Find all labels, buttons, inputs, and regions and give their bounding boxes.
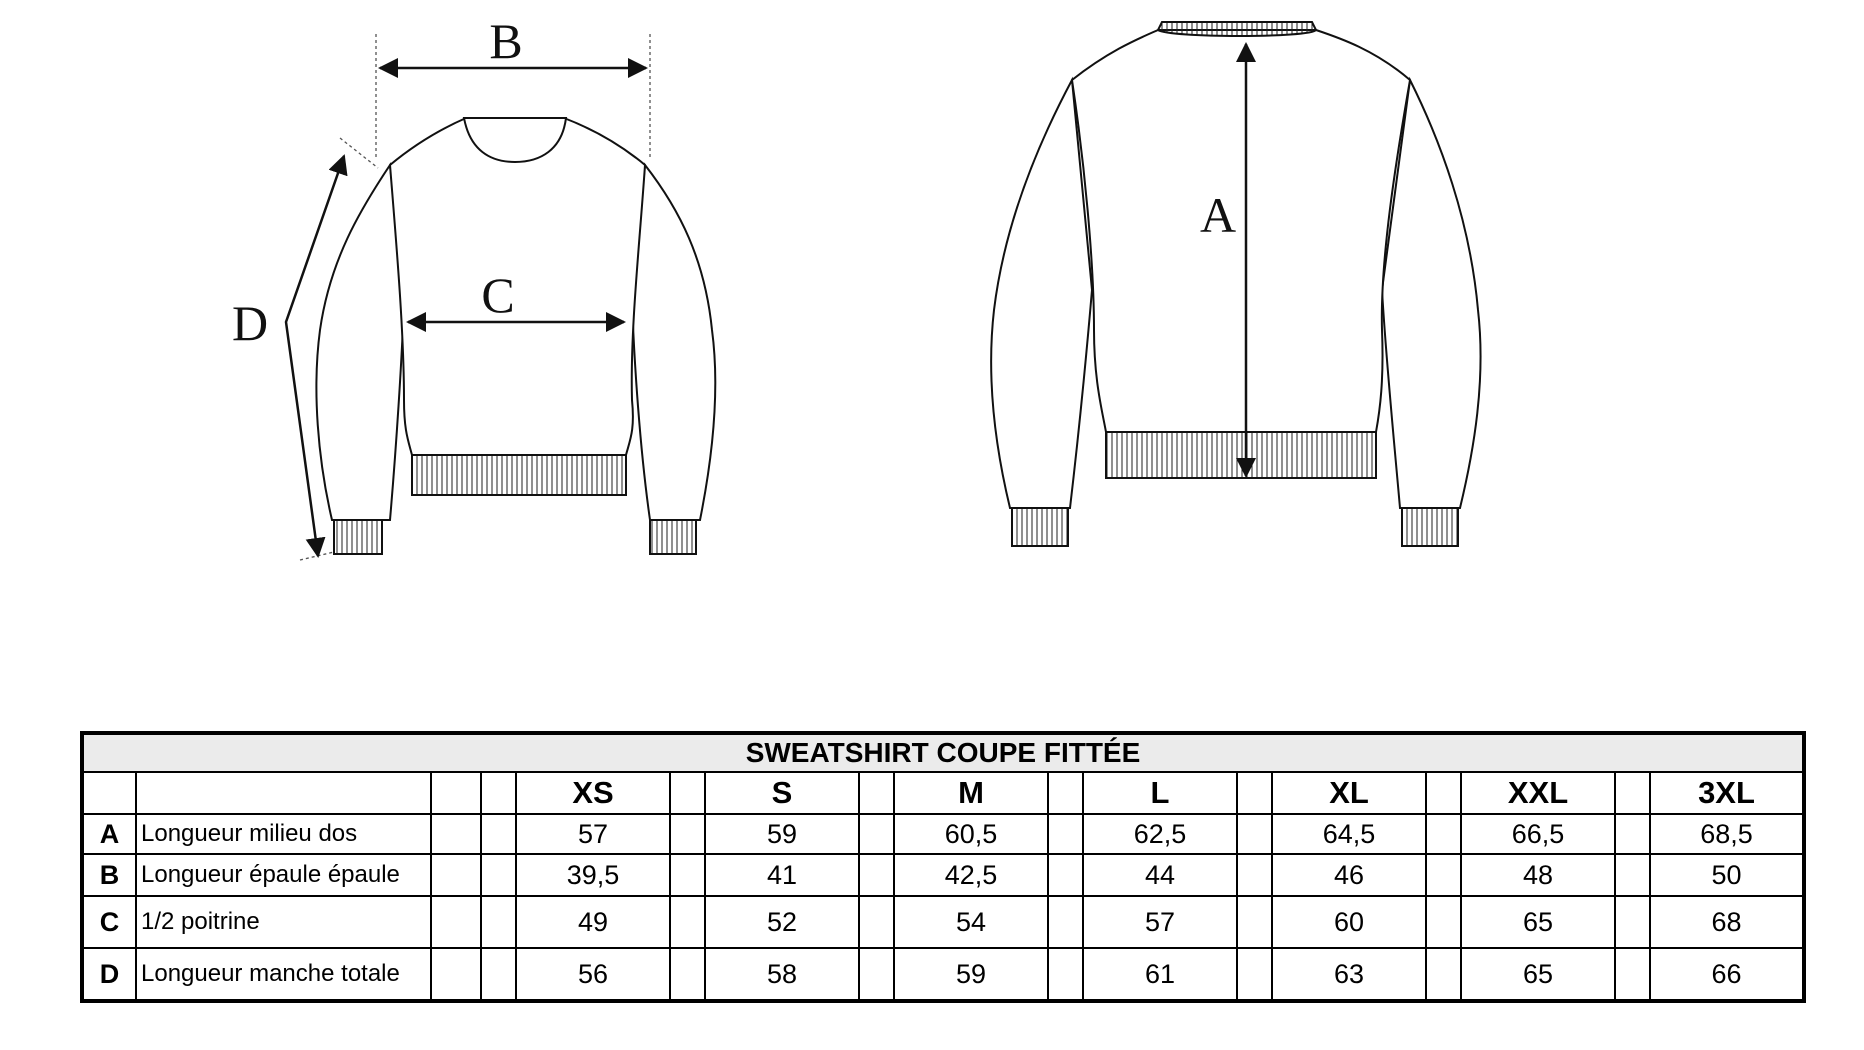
spacer-cell xyxy=(481,896,516,948)
spacer-cell xyxy=(431,948,481,1001)
front-left-sleeve xyxy=(316,165,404,520)
header-spacer-cell xyxy=(431,772,481,814)
size-header: XXL xyxy=(1461,772,1615,814)
spacer-cell xyxy=(1426,948,1461,1001)
dimension-d-label: D xyxy=(231,295,269,351)
spacer-cell xyxy=(1426,896,1461,948)
row-label: Longueur milieu dos xyxy=(136,814,431,854)
value-cell: 57 xyxy=(1083,896,1237,948)
row-letter: A xyxy=(82,814,136,854)
header-spacer-cell xyxy=(859,772,894,814)
value-cell: 66,5 xyxy=(1461,814,1615,854)
size-header: M xyxy=(894,772,1048,814)
value-cell: 65 xyxy=(1461,896,1615,948)
front-right-cuff xyxy=(650,520,696,554)
row-letter: C xyxy=(82,896,136,948)
front-left-cuff xyxy=(334,520,382,554)
value-cell: 57 xyxy=(516,814,670,854)
spacer-cell xyxy=(670,814,705,854)
back-left-cuff xyxy=(1012,508,1068,546)
value-cell: 41 xyxy=(705,854,859,896)
spacer-cell xyxy=(1615,814,1650,854)
value-cell: 59 xyxy=(894,948,1048,1001)
row-letter: D xyxy=(82,948,136,1001)
table-row xyxy=(82,814,1804,854)
value-cell: 46 xyxy=(1272,854,1426,896)
value-cell: 60,5 xyxy=(894,814,1048,854)
spacer-cell xyxy=(1048,896,1083,948)
value-cell: 50 xyxy=(1650,854,1804,896)
spacer-cell xyxy=(1426,854,1461,896)
value-cell: 58 xyxy=(705,948,859,1001)
back-view-sweatshirt xyxy=(991,22,1480,546)
spacer-cell xyxy=(1426,814,1461,854)
value-cell: 39,5 xyxy=(516,854,670,896)
header-empty-cell xyxy=(136,772,431,814)
table-title: SWEATSHIRT COUPE FITTÉE xyxy=(82,733,1804,772)
front-hem-band xyxy=(412,455,626,495)
value-cell: 65 xyxy=(1461,948,1615,1001)
value-cell: 61 xyxy=(1083,948,1237,1001)
spacer-cell xyxy=(859,854,894,896)
back-body xyxy=(1072,30,1410,432)
table-row xyxy=(82,854,1804,896)
size-chart-table xyxy=(80,731,1806,1003)
value-cell: 44 xyxy=(1083,854,1237,896)
spacer-cell xyxy=(859,814,894,854)
spacer-cell xyxy=(1048,814,1083,854)
value-cell: 62,5 xyxy=(1083,814,1237,854)
row-label: Longueur manche totale xyxy=(136,948,431,1001)
back-right-cuff xyxy=(1402,508,1458,546)
spacer-cell xyxy=(670,854,705,896)
spacer-cell xyxy=(1237,948,1272,1001)
spacer-cell xyxy=(431,854,481,896)
size-header: L xyxy=(1083,772,1237,814)
dimension-a-label: A xyxy=(1199,187,1237,243)
spacer-cell xyxy=(859,948,894,1001)
spacer-cell xyxy=(481,854,516,896)
header-empty-cell xyxy=(82,772,136,814)
spacer-cell xyxy=(1615,854,1650,896)
front-body xyxy=(390,118,645,455)
spacer-cell xyxy=(481,948,516,1001)
value-cell: 52 xyxy=(705,896,859,948)
value-cell: 48 xyxy=(1461,854,1615,896)
value-cell: 54 xyxy=(894,896,1048,948)
value-cell: 59 xyxy=(705,814,859,854)
spacer-cell xyxy=(1048,854,1083,896)
value-cell: 68 xyxy=(1650,896,1804,948)
spacer-cell xyxy=(670,948,705,1001)
value-cell: 66 xyxy=(1650,948,1804,1001)
spacer-cell xyxy=(1615,896,1650,948)
spacer-cell xyxy=(431,814,481,854)
value-cell: 64,5 xyxy=(1272,814,1426,854)
size-header: XL xyxy=(1272,772,1426,814)
spacer-cell xyxy=(670,896,705,948)
value-cell: 60 xyxy=(1272,896,1426,948)
header-spacer-cell xyxy=(1426,772,1461,814)
row-label: Longueur épaule épaule xyxy=(136,854,431,896)
value-cell: 42,5 xyxy=(894,854,1048,896)
table-row xyxy=(82,948,1804,1001)
row-label: 1/2 poitrine xyxy=(136,896,431,948)
header-spacer-cell xyxy=(1048,772,1083,814)
row-letter: B xyxy=(82,854,136,896)
size-header: XS xyxy=(516,772,670,814)
value-cell: 68,5 xyxy=(1650,814,1804,854)
spacer-cell xyxy=(1237,854,1272,896)
spacer-cell xyxy=(431,896,481,948)
spacer-cell xyxy=(1237,814,1272,854)
dimension-c-label: C xyxy=(481,267,515,323)
size-header-row xyxy=(82,772,1804,814)
back-collar xyxy=(1158,22,1316,36)
spacer-cell xyxy=(859,896,894,948)
spacer-cell xyxy=(481,814,516,854)
value-cell: 56 xyxy=(516,948,670,1001)
header-spacer-cell xyxy=(1237,772,1272,814)
header-spacer-cell xyxy=(1615,772,1650,814)
back-left-sleeve xyxy=(991,80,1092,508)
size-header: 3XL xyxy=(1650,772,1804,814)
spacer-cell xyxy=(1615,948,1650,1001)
back-hem-band xyxy=(1106,432,1376,478)
header-spacer-cell xyxy=(670,772,705,814)
front-right-sleeve xyxy=(632,165,715,520)
value-cell: 49 xyxy=(516,896,670,948)
spacer-cell xyxy=(1237,896,1272,948)
front-view-sweatshirt xyxy=(316,118,715,554)
dimension-b-label: B xyxy=(489,13,523,69)
size-header: S xyxy=(705,772,859,814)
header-spacer-cell xyxy=(481,772,516,814)
spacer-cell xyxy=(1048,948,1083,1001)
table-row xyxy=(82,896,1804,948)
value-cell: 63 xyxy=(1272,948,1426,1001)
